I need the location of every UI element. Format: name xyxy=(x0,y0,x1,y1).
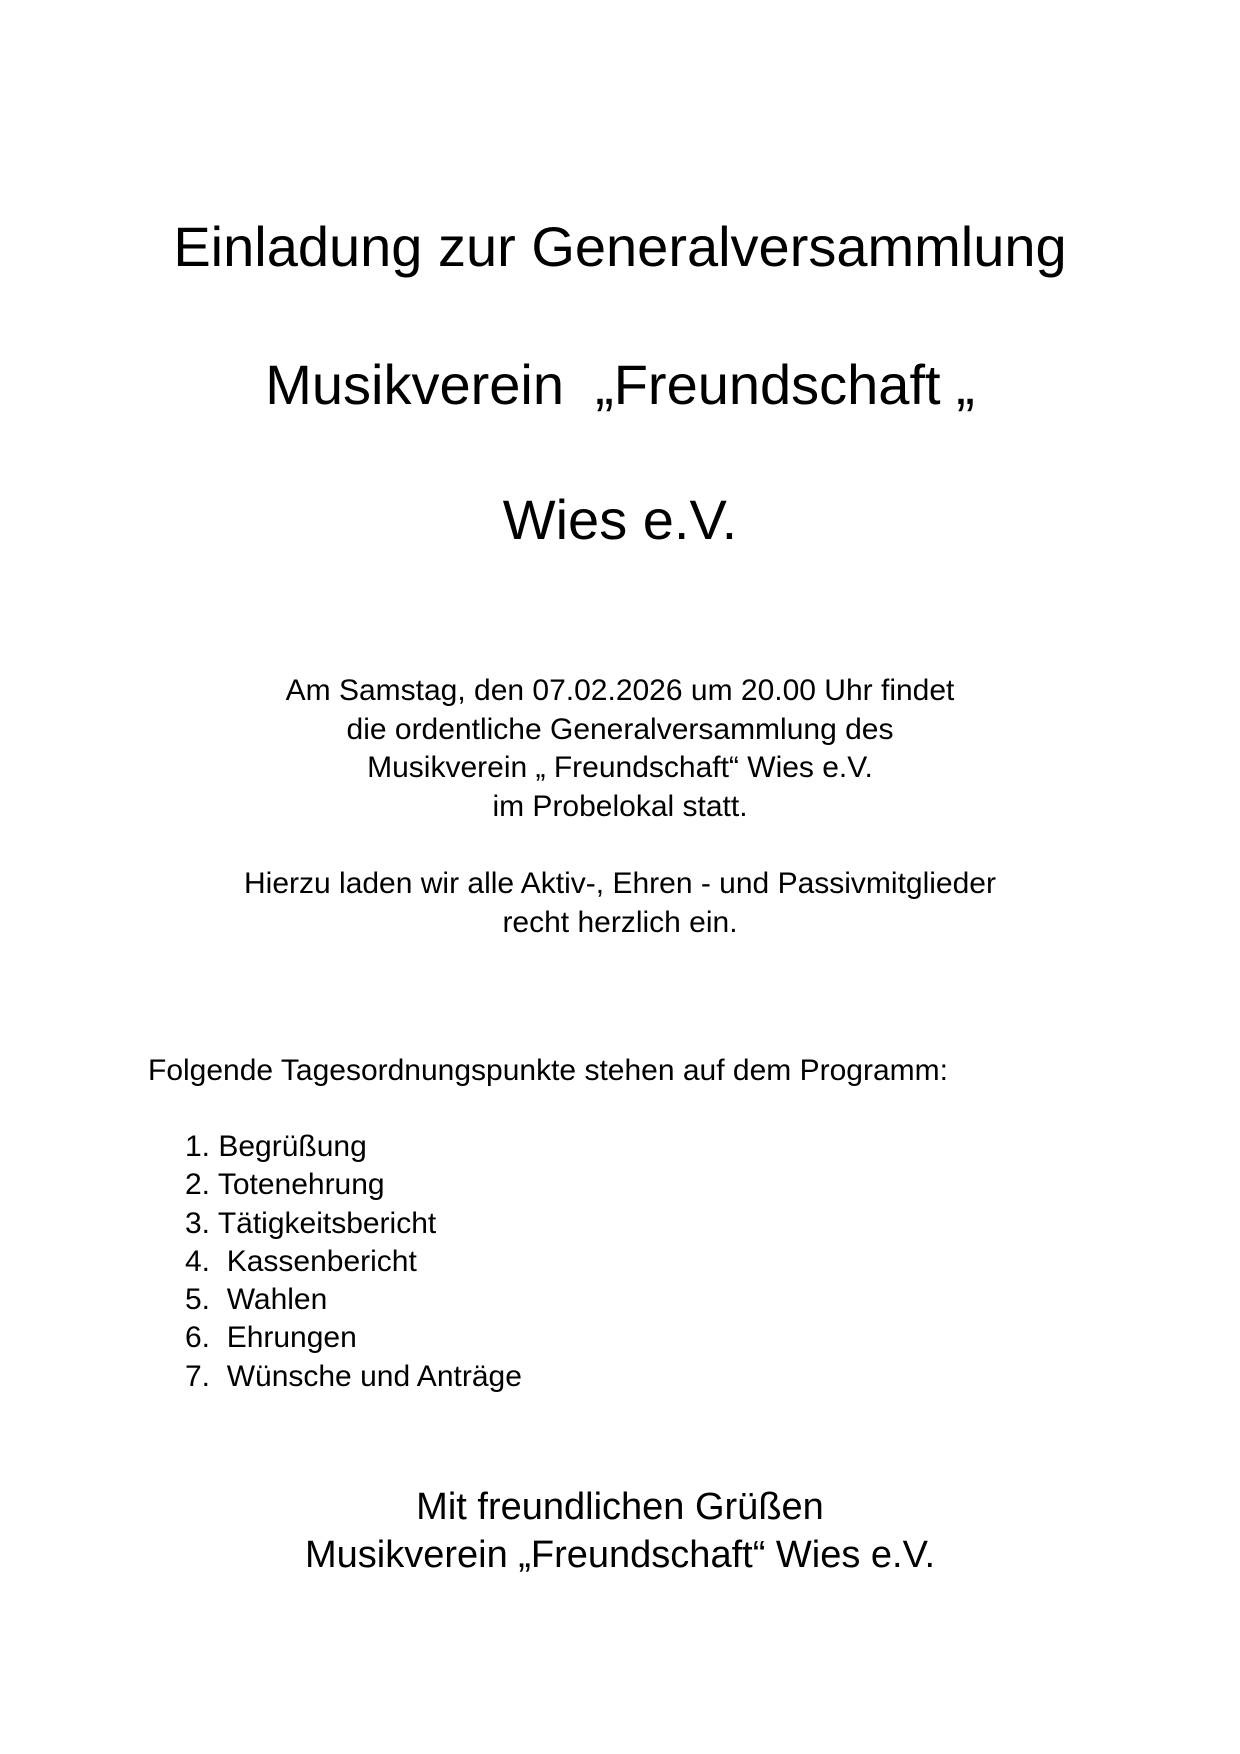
intro-paragraph xyxy=(0,672,1240,826)
agenda-item: 7. Wünsche und Anträge xyxy=(185,1359,522,1393)
agenda-item: 3. Tätigkeitsbericht xyxy=(185,1206,437,1240)
agenda-item: 2. Totenehrung xyxy=(185,1168,385,1202)
agenda-item: 5. Wahlen xyxy=(185,1283,328,1317)
intro-line: die ordentliche Generalversammlung des xyxy=(346,712,894,746)
invitation-paragraph xyxy=(0,865,1240,942)
agenda-item: 4. Kassenbericht xyxy=(185,1244,417,1278)
title-line-3: Wies e.V. xyxy=(502,488,738,551)
agenda-item: 1. Begrüßung xyxy=(185,1130,367,1163)
title-line-1: Einladung zur Generalversammlung xyxy=(173,215,1067,278)
intro-line: im Probelokal statt. xyxy=(492,789,748,823)
agenda-item: 6. Ehrungen xyxy=(185,1321,357,1355)
closing-greeting: Mit freundlichen Grüßen xyxy=(416,1486,824,1528)
invitation-line: Hierzu laden wir alle Aktiv-, Ehren - und Passivmitglieder xyxy=(244,867,996,900)
closing-block xyxy=(0,1483,1240,1579)
title-line-2: Musikverein „Freundschaft „ xyxy=(265,353,975,416)
invitation-line: recht herzlich ein. xyxy=(502,905,738,939)
agenda-heading: Folgende Tagesordnungspunkte stehen auf dem Programm: xyxy=(148,1054,948,1087)
closing-signature: Musikverein „Freundschaft“ Wies e.V. xyxy=(304,1534,936,1576)
agenda-list xyxy=(185,1128,522,1396)
intro-line: Musikverein „ Freundschaft“ Wies e.V. xyxy=(367,751,873,784)
intro-line: Am Samstag, den 07.02.2026 um 20.00 Uhr findet xyxy=(285,674,955,707)
